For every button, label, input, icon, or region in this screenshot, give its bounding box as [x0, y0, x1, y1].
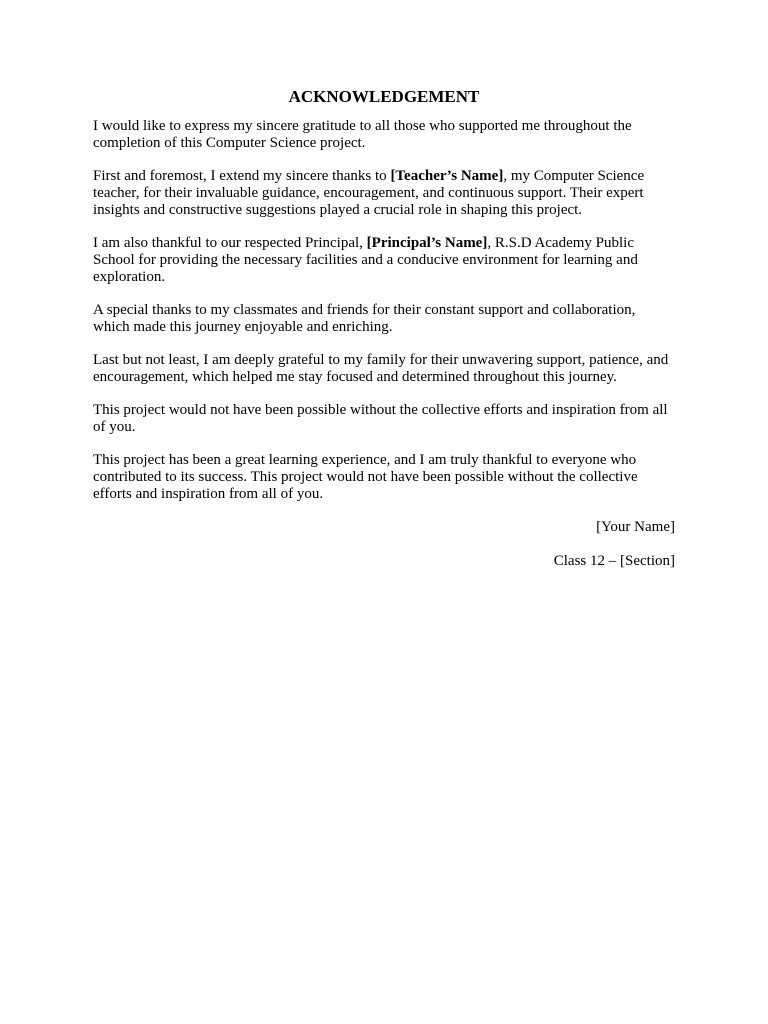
- paragraph-principal-after: , R.S.D Academy Public School for providing the necessary facilities and a conducive environment for learning and exploration.: [93, 235, 638, 285]
- paragraph-teacher-before: First and foremost, I extend my sincere thanks to: [93, 168, 391, 184]
- paragraph-classmates: A special thanks to my classmates and friends for their constant support and collaboration, which made this journey enjoyable and enriching.: [93, 302, 636, 335]
- paragraph-collective: This project would not have been possible without the collective efforts and inspiration from all of you.: [93, 402, 668, 435]
- paragraph-teacher: [93, 168, 675, 219]
- principal-name-placeholder: [Principal’s Name]: [366, 235, 488, 251]
- paragraph-closing: This project has been a great learning experience, and I am truly thankful to everyone who contributed to its success. This project would not have been possible without the collective efforts and inspiration from all of you.: [93, 452, 638, 502]
- paragraph-intro: I would like to express my sincere gratitude to all those who supported me throughout the completion of this Computer Science project.: [93, 118, 632, 151]
- signature-class: Class 12 – [Section]: [553, 553, 675, 569]
- paragraph-principal: [93, 235, 675, 286]
- paragraph-family: Last but not least, I am deeply grateful to my family for their unwavering support, patience, and encouragement, which helped me stay focused and determined throughout this journey.: [93, 352, 669, 385]
- paragraph-teacher-after: , my Computer Science teacher, for their invaluable guidance, encouragement, and continuous support. Their expert insights and constructive suggestions played a crucial role in shaping this project.: [93, 168, 645, 218]
- paragraph-principal-before: I am also thankful to our respected Principal,: [93, 235, 367, 251]
- teacher-name-placeholder: [Teacher’s Name]: [390, 168, 504, 184]
- document-page: [93, 84, 675, 587]
- signature-name: [Your Name]: [596, 519, 675, 535]
- document-title: ACKNOWLEDGEMENT: [288, 87, 480, 106]
